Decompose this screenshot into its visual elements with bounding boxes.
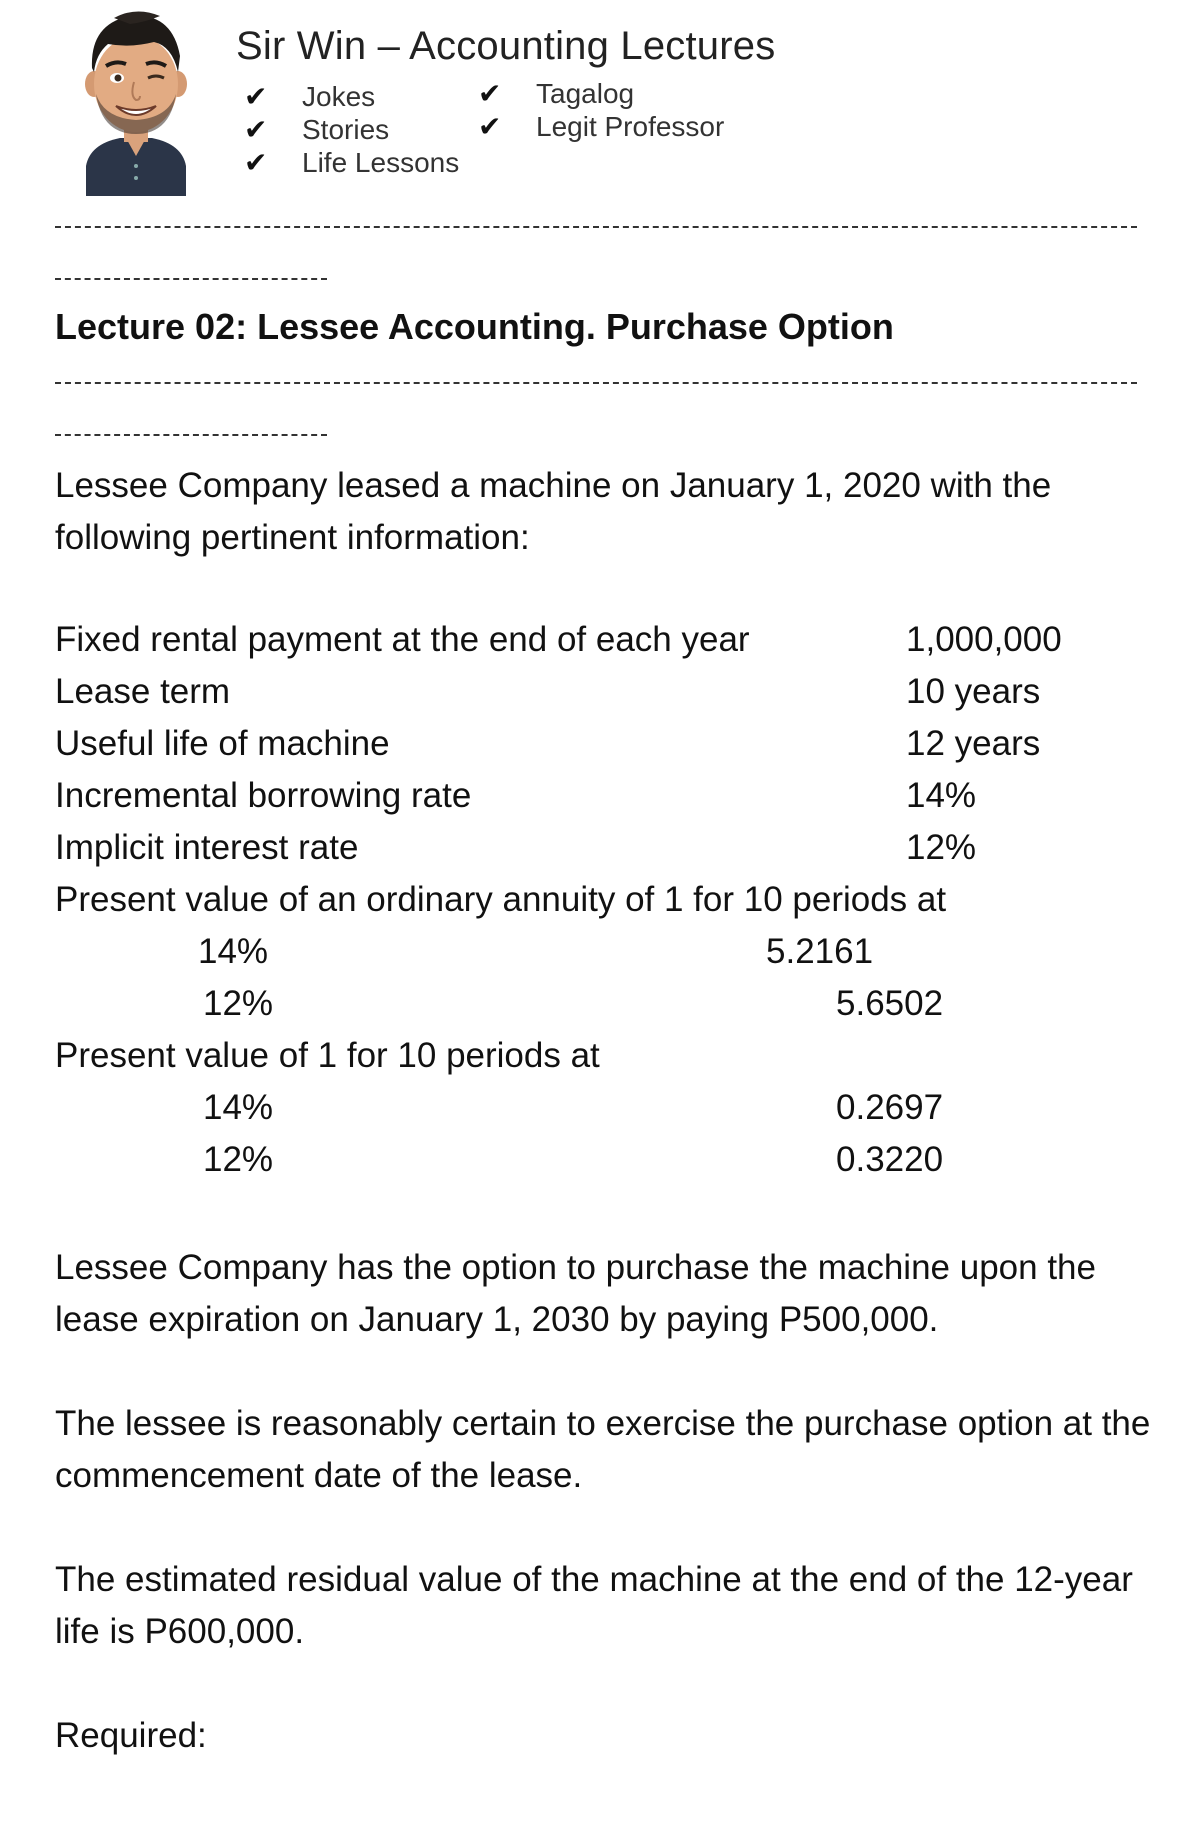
feature-label: Jokes (302, 81, 376, 112)
info-label: Useful life of machine (55, 724, 390, 763)
feature-item (478, 110, 724, 143)
factor-value: 0.2697 (836, 1088, 944, 1127)
pv-single-heading: Present value of 1 for 10 periods at (55, 1036, 600, 1075)
rate-label: 14% (203, 1088, 274, 1127)
info-value: 10 years (906, 672, 1041, 711)
avatar (80, 6, 192, 196)
dashed-divider (55, 226, 1137, 228)
check-icon: ✔ (244, 81, 268, 112)
required-label: Required: (55, 1716, 207, 1755)
info-label: Incremental borrowing rate (55, 776, 472, 815)
feature-label: Tagalog (536, 78, 635, 109)
info-value: 1,000,000 (906, 620, 1062, 659)
feature-item (244, 80, 375, 113)
check-icon: ✔ (244, 147, 268, 178)
certainty-paragraph: The lessee is reasonably certain to exercise the purchase option at the commencement date of the lease. (55, 1404, 1151, 1495)
feature-label: Legit Professor (536, 111, 725, 142)
factor-value: 5.6502 (836, 984, 944, 1023)
pv-annuity-heading: Present value of an ordinary annuity of 1 for 10 periods at (55, 880, 947, 919)
feature-item (244, 113, 389, 146)
info-label: Fixed rental payment at the end of each year (55, 620, 750, 659)
factor-value: 0.3220 (836, 1140, 944, 1179)
brand-title: Sir Win – Accounting Lectures (236, 24, 776, 68)
info-label: Lease term (55, 672, 231, 711)
check-icon: ✔ (244, 114, 268, 145)
info-value: 12 years (906, 724, 1041, 763)
check-icon: ✔ (478, 111, 502, 142)
check-icon: ✔ (478, 78, 502, 109)
dashed-divider (55, 434, 327, 436)
rate-label: 12% (203, 984, 274, 1023)
feature-label: Stories (302, 114, 390, 145)
dashed-divider (55, 278, 327, 280)
feature-label: Life Lessons (302, 147, 460, 178)
dashed-divider (55, 382, 1137, 384)
feature-item (478, 77, 634, 110)
intro-paragraph: Lessee Company leased a machine on January 1, 2020 with the following pertinent information: (55, 466, 1052, 557)
purchase-option-paragraph: Lessee Company has the option to purchase the machine upon the lease expiration on January 1, 2030 by paying P500,000. (55, 1248, 1096, 1339)
factor-value: 5.2161 (766, 932, 874, 971)
feature-item (244, 146, 459, 179)
lecture-title: Lecture 02: Lessee Accounting. Purchase Option (55, 306, 894, 347)
rate-label: 14% (198, 932, 269, 971)
info-label: Implicit interest rate (55, 828, 359, 867)
info-value: 14% (906, 776, 977, 815)
rate-label: 12% (203, 1140, 274, 1179)
info-value: 12% (906, 828, 977, 867)
residual-value-paragraph: The estimated residual value of the machine at the end of the 12-year life is P600,000. (55, 1560, 1133, 1651)
